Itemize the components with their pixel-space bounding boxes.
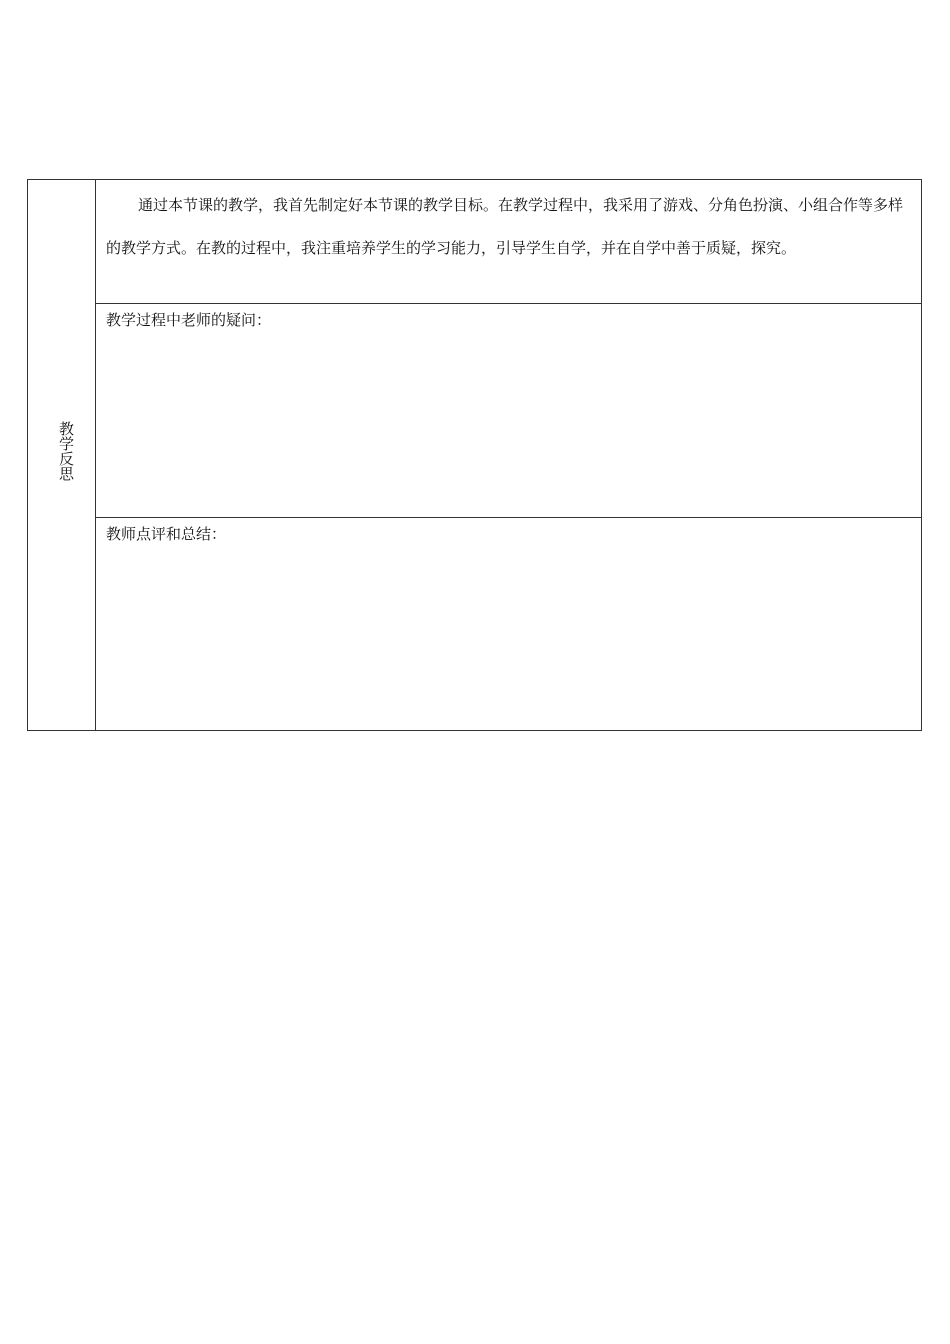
teacher-questions-cell [96, 304, 921, 518]
section-label-cell [28, 180, 96, 730]
reflection-cell [96, 180, 921, 304]
reflection-table [27, 179, 922, 731]
teacher-comments-cell [96, 518, 921, 730]
section-label: 教学反思 [57, 421, 75, 481]
teacher-comments-label: 教师点评和总结： [106, 525, 227, 543]
teacher-questions-label: 教学过程中老师的疑问： [106, 311, 272, 329]
reflection-text: 通过本节课的教学，我首先制定好本节课的教学目标。在教学过程中，我采用了游戏、分角色扮演、小组合作等多样的教学方式。在教的过程中，我注重培养学生的学习能力，引导学生自学，并在自学中善于质疑，探究。 [106, 196, 904, 257]
